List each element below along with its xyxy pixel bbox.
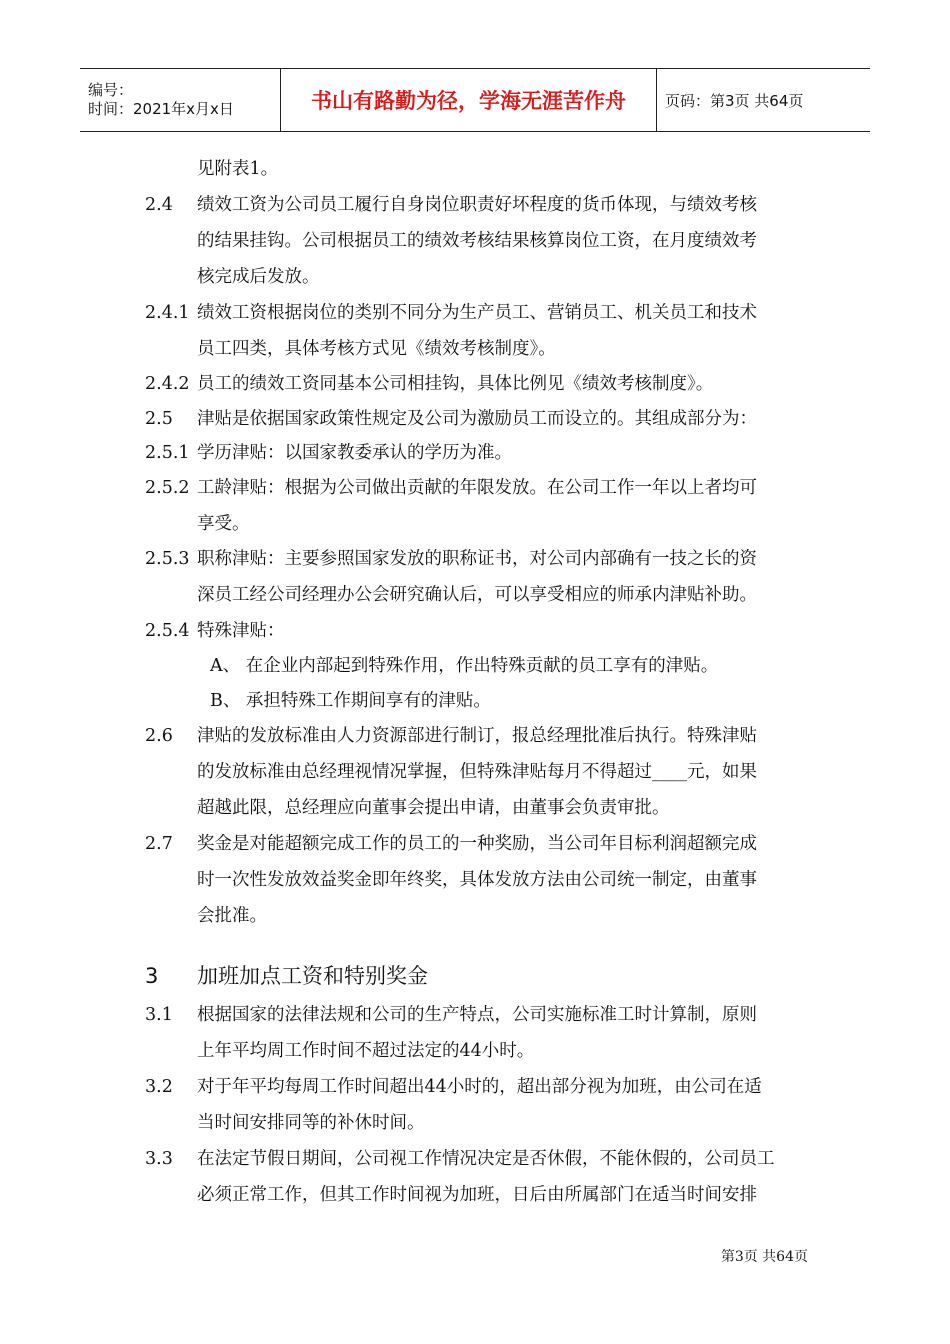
body-line: 时一次性发放效益奖金即年终奖，具体发放方法由公司统一制定，由董事 (197, 870, 757, 890)
section-title: 加班加点工资和特别奖金 (197, 964, 428, 988)
clause-number: 2.4.1 (145, 303, 190, 323)
clause-number: 3.3 (145, 1149, 173, 1169)
body-line: 当时间安排同等的补休时间。 (197, 1113, 425, 1133)
body-line: 会批准。 (197, 906, 267, 926)
clause-number: 2.5 (145, 409, 173, 429)
body-line: 超越此限，总经理应向董事会提出申请，由董事会负责审批。 (197, 798, 670, 818)
body-line: 奖金是对能超额完成工作的员工的一种奖励，当公司年目标利润超额完成 (197, 834, 757, 854)
body-line: 绩效工资为公司员工履行自身岗位职责好坏程度的货币体现，与绩效考核 (197, 195, 757, 215)
clause-number: 2.5.1 (145, 443, 190, 463)
section-number: 3 (145, 964, 159, 988)
clause-number: 2.5.3 (145, 549, 190, 569)
body-line: 的发放标准由总经理视情况掌握，但特殊津贴每月不得超过____元，如果 (197, 762, 757, 782)
body-line: 在法定节假日期间，公司视工作情况决定是否休假，不能休假的，公司员工 (197, 1149, 775, 1169)
clause-number: 3.1 (145, 1005, 173, 1025)
list-item: A、 在企业内部起到特殊作用，作出特殊贡献的员工享有的津贴。 (210, 656, 719, 676)
header-motto: 书山有路勤为径，学海无涯苦作舟 (280, 69, 657, 131)
body-line: 对于年平均每周工作时间超出44小时的，超出部分视为加班，由公司在适 (197, 1077, 762, 1097)
body-line: 深员工经公司经理办公会研究确认后，可以享受相应的师承内津贴补助。 (197, 585, 757, 605)
body-line: 根据国家的法律法规和公司的生产特点，公司实施标准工时计算制，原则 (197, 1005, 757, 1025)
body-line: 的结果挂钩。公司根据员工的绩效考核结果核算岗位工资，在月度绩效考 (197, 231, 757, 251)
body-line: 享受。 (197, 514, 250, 534)
document-number-label: 编号： (88, 81, 134, 99)
body-line: 津贴是依据国家政策性规定及公司为激励员工而设立的。其组成部分为： (197, 409, 757, 429)
body-line: 员工的绩效工资同基本公司相挂钩，具体比例见《绩效考核制度》。 (197, 374, 714, 394)
body-line: 绩效工资根据岗位的类别不同分为生产员工、营销员工、机关员工和技术 (197, 303, 757, 323)
page-footer: 第3页 共64页 (720, 1249, 808, 1265)
body-line: 职称津贴：主要参照国家发放的职称证书，对公司内部确有一技之长的资 (197, 549, 757, 569)
list-item: B、 承担特殊工作期间享有的津贴。 (210, 691, 491, 711)
document-date: 时间：2021年x月x日 (88, 100, 234, 118)
section-heading (145, 962, 428, 990)
clause-number: 2.5.4 (145, 621, 190, 641)
body-line: 上年平均周工作时间不超过法定的44小时。 (197, 1041, 535, 1061)
header-page-number: 页码：第3页 共64页 (665, 91, 804, 110)
body-line: 必须正常工作，但其工作时间视为加班，日后由所属部门在适当时间安排 (197, 1185, 757, 1205)
clause-number: 2.4 (145, 195, 173, 215)
body-line: 见附表1。 (197, 159, 279, 179)
clause-number: 2.7 (145, 834, 173, 854)
body-line: 员工四类，具体考核方式见《绩效考核制度》。 (197, 339, 556, 359)
page-header (80, 68, 870, 132)
body-line: 核完成后发放。 (197, 267, 320, 287)
body-line: 津贴的发放标准由人力资源部进行制订，报总经理批准后执行。特殊津贴 (197, 726, 757, 746)
clause-number: 2.5.2 (145, 478, 190, 498)
header-meta (80, 69, 280, 131)
body-line: 特殊津贴： (197, 621, 285, 641)
clause-number: 2.4.2 (145, 374, 190, 394)
body-line: 学历津贴：以国家教委承认的学历为准。 (197, 443, 512, 463)
body-line: 工龄津贴：根据为公司做出贡献的年限发放。在公司工作一年以上者均可 (197, 478, 757, 498)
clause-number: 3.2 (145, 1077, 173, 1097)
clause-number: 2.6 (145, 726, 173, 746)
